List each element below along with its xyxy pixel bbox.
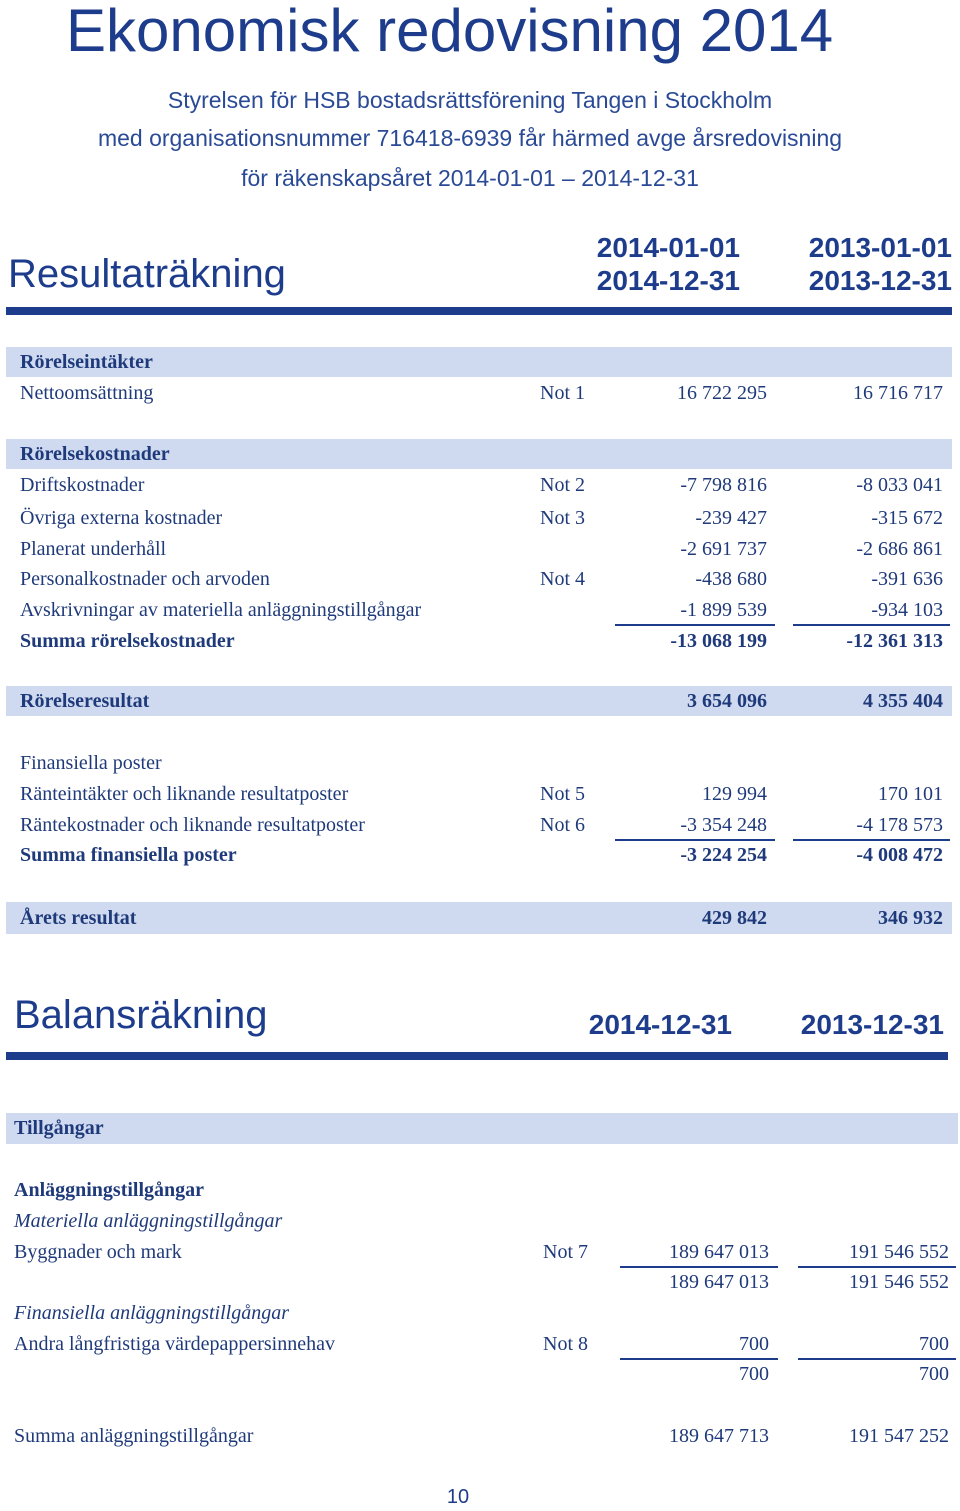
financial-sum-v1: -3 224 254	[680, 844, 767, 866]
income-col2-start: 2013-01-01	[808, 232, 952, 263]
balance-col1: 2014-12-31	[588, 1009, 732, 1040]
sum-rule	[798, 1358, 956, 1360]
income-col1-start: 2014-01-01	[596, 232, 740, 263]
net-label: Årets resultat	[20, 907, 137, 929]
costs-sum-v1: -13 068 199	[670, 630, 767, 652]
operating-v2: 4 355 404	[863, 690, 943, 712]
income-col1-end: 2014-12-31	[596, 265, 740, 296]
financial-assets-header: Finansiella anläggningstillgångar	[14, 1302, 290, 1324]
cost-v1: -1 899 539	[680, 599, 767, 621]
costs-sum-v2: -12 361 313	[846, 630, 943, 652]
cost-v2: -8 033 041	[856, 474, 943, 496]
financial-header: Finansiella poster	[20, 752, 162, 774]
cost-v2: -391 636	[871, 568, 943, 590]
cost-note: Not 4	[540, 568, 585, 590]
cost-v1: -239 427	[695, 507, 767, 529]
operating-label: Rörelseresultat	[20, 690, 150, 712]
sum-rule	[793, 624, 950, 626]
financial-assets-v2: 700	[919, 1333, 949, 1355]
fixed-sum-label: Summa anläggningstillgångar	[14, 1425, 254, 1447]
sum-rule	[620, 1358, 778, 1360]
financial-label: Räntekostnader och liknande resultatposter	[20, 814, 365, 836]
financial-assets-label: Andra långfristiga värdepappersinnehav	[14, 1333, 335, 1355]
financial-v1: 129 994	[702, 783, 767, 805]
cost-v1: -2 691 737	[680, 538, 767, 560]
revenue-header: Rörelseintäkter	[20, 351, 153, 373]
fixed-assets-header: Anläggningstillgångar	[14, 1179, 205, 1201]
cost-note: Not 2	[540, 474, 585, 496]
cost-label: Planerat underhåll	[20, 538, 167, 560]
balance-header-rule	[6, 1052, 948, 1060]
fixed-sum-v2: 191 547 252	[849, 1425, 949, 1447]
revenue-label: Nettoomsättning	[20, 382, 154, 404]
assets-header: Tillgångar	[14, 1117, 104, 1139]
tangible-sub-v1: 189 647 013	[669, 1271, 769, 1293]
cost-label: Driftskostnader	[20, 474, 145, 496]
financial-v2: 170 101	[878, 783, 943, 805]
sum-rule	[620, 1266, 778, 1268]
fixed-sum-v1: 189 647 713	[669, 1425, 769, 1447]
tangible-v2: 191 546 552	[849, 1241, 949, 1263]
tangible-header: Materiella anläggningstillgångar	[14, 1210, 283, 1232]
cost-v1: -7 798 816	[680, 474, 767, 496]
intro-line-2: med organisationsnummer 716418-6939 får härmed avge årsredovisning	[97, 125, 843, 151]
revenue-v1: 16 722 295	[677, 382, 767, 404]
income-title: Resultaträkning	[8, 252, 286, 296]
cost-v2: -934 103	[871, 599, 943, 621]
cost-v1: -438 680	[695, 568, 767, 590]
costs-sum-label: Summa rörelsekostnader	[20, 630, 235, 652]
financial-assets-note: Not 8	[543, 1333, 588, 1355]
sum-rule	[793, 839, 950, 841]
financial-sum-label: Summa finansiella poster	[20, 844, 237, 866]
intro-line-3: för räkenskapsåret 2014-01-01 – 2014-12-31	[241, 165, 699, 191]
sum-rule	[798, 1266, 956, 1268]
financial-v1: -3 354 248	[680, 814, 767, 836]
income-col2-end: 2013-12-31	[808, 265, 952, 296]
cost-label: Avskrivningar av materiella anläggningstillgångar	[20, 599, 422, 621]
net-v1: 429 842	[702, 907, 767, 929]
cost-label: Övriga externa kostnader	[20, 507, 223, 529]
tangible-note: Not 7	[543, 1241, 588, 1263]
financial-note: Not 6	[540, 814, 585, 836]
tangible-v1: 189 647 013	[669, 1241, 769, 1263]
intro-line-1: Styrelsen för HSB bostadsrättsförening Tangen i Stockholm	[167, 87, 773, 113]
balance-col2: 2013-12-31	[800, 1009, 944, 1040]
tangible-label: Byggnader och mark	[14, 1241, 182, 1263]
income-header-rule	[6, 307, 952, 315]
net-v2: 346 932	[878, 907, 943, 929]
balance-title: Balansräkning	[14, 993, 268, 1037]
cost-label: Personalkostnader och arvoden	[20, 568, 270, 590]
costs-header: Rörelsekostnader	[20, 443, 170, 465]
page-title: Ekonomisk redovisning 2014	[66, 0, 834, 64]
financial-v2: -4 178 573	[856, 814, 943, 836]
financial-sum-v2: -4 008 472	[856, 844, 943, 866]
financial-note: Not 5	[540, 783, 585, 805]
operating-v1: 3 654 096	[687, 690, 767, 712]
cost-v2: -2 686 861	[856, 538, 943, 560]
sum-rule	[615, 624, 775, 626]
tangible-sub-v2: 191 546 552	[849, 1271, 949, 1293]
financial-assets-sub-v1: 700	[739, 1363, 769, 1385]
page-number: 10	[446, 1486, 470, 1508]
financial-assets-sub-v2: 700	[919, 1363, 949, 1385]
sum-rule	[615, 839, 775, 841]
revenue-v2: 16 716 717	[853, 382, 943, 404]
revenue-note: Not 1	[540, 382, 585, 404]
financial-assets-v1: 700	[739, 1333, 769, 1355]
cost-v2: -315 672	[871, 507, 943, 529]
financial-label: Ränteintäkter och liknande resultatposter	[20, 783, 349, 805]
assets-header-band	[6, 1113, 958, 1144]
cost-note: Not 3	[540, 507, 585, 529]
